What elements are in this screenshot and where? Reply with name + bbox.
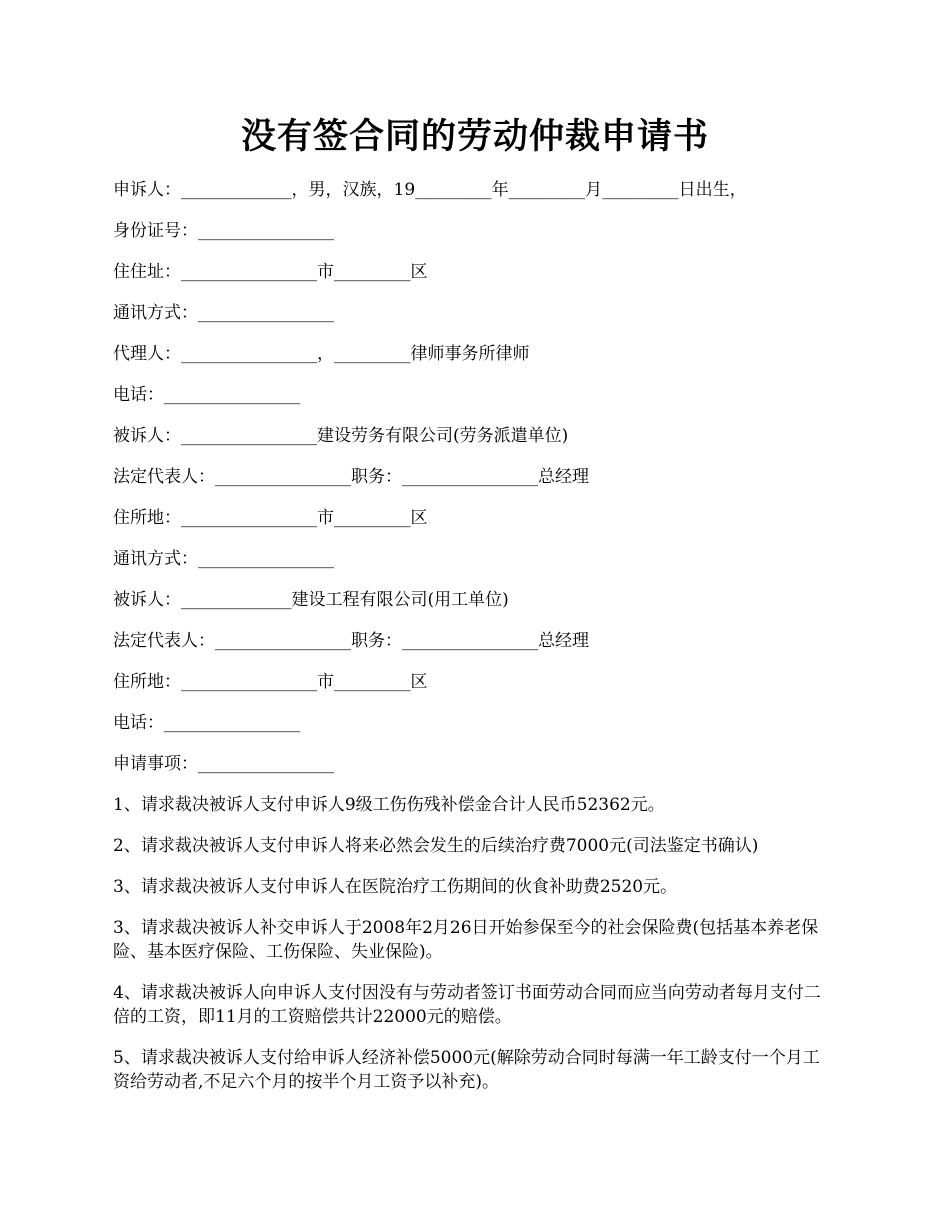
claim-item: 3、请求裁决被诉人支付申诉人在医院治疗工伤期间的伙食补助费2520元。 [113, 877, 678, 897]
document-title: 没有签合同的劳动仲裁申请书 [240, 116, 709, 157]
phone-line-2: 电话：________________ [113, 713, 300, 733]
claims-heading-line: 申请事项：________________ [113, 754, 334, 774]
legal-rep-line: 法定代表人：________________职务：________________总经理 [113, 467, 589, 487]
contact-line: 通讯方式：________________ [113, 303, 334, 323]
id-number-line: 身份证号：________________ [113, 221, 334, 241]
agent-line: 代理人：________________，_________律师事务所律师 [113, 344, 530, 364]
residence-line: 住住址：________________市_________区 [113, 262, 428, 282]
claim-item: 1、请求裁决被诉人支付申诉人9级工伤伤残补偿金合计人民币52362元。 [113, 795, 665, 815]
phone-line: 电话：________________ [113, 385, 300, 405]
legal-rep-line-2: 法定代表人：________________职务：________________总经理 [113, 631, 589, 651]
document-body [113, 178, 835, 1111]
respondent-engineering-line: 被诉人：_____________建设工程有限公司(用工单位) [113, 590, 509, 610]
domicile-line: 住所地：________________市_________区 [113, 508, 428, 528]
claim-item: 4、请求裁决被诉人向申诉人支付因没有与劳动者签订书面劳动合同而应当向劳动者每月支付二倍的工资，即11月的工资赔偿共计22000元的赔偿。 [113, 983, 821, 1027]
claim-item: 5、请求裁决被诉人支付给申诉人经济补偿5000元(解除劳动合同时每满一年工龄支付一个月工资给劳动者,不足六个月的按半个月工资予以补充)。 [113, 1048, 820, 1092]
contact-line-2: 通讯方式：________________ [113, 549, 334, 569]
respondent-labor-line: 被诉人：________________建设劳务有限公司(劳务派遣单位) [113, 426, 569, 446]
domicile-line-2: 住所地：________________市_________区 [113, 672, 428, 692]
claim-item: 3、请求裁决被诉人补交申诉人于2008年2月26日开始参保至今的社会保险费(包括基本养老保险、基本医疗保险、工伤保险、失业保险)。 [113, 918, 819, 962]
complainant-line: 申诉人：_____________，男，汉族，19_________年_________月_________日出生， [113, 180, 747, 200]
claim-item: 2、请求裁决被诉人支付申诉人将来必然会发生的后续治疗费7000元(司法鉴定书确认) [113, 836, 759, 856]
